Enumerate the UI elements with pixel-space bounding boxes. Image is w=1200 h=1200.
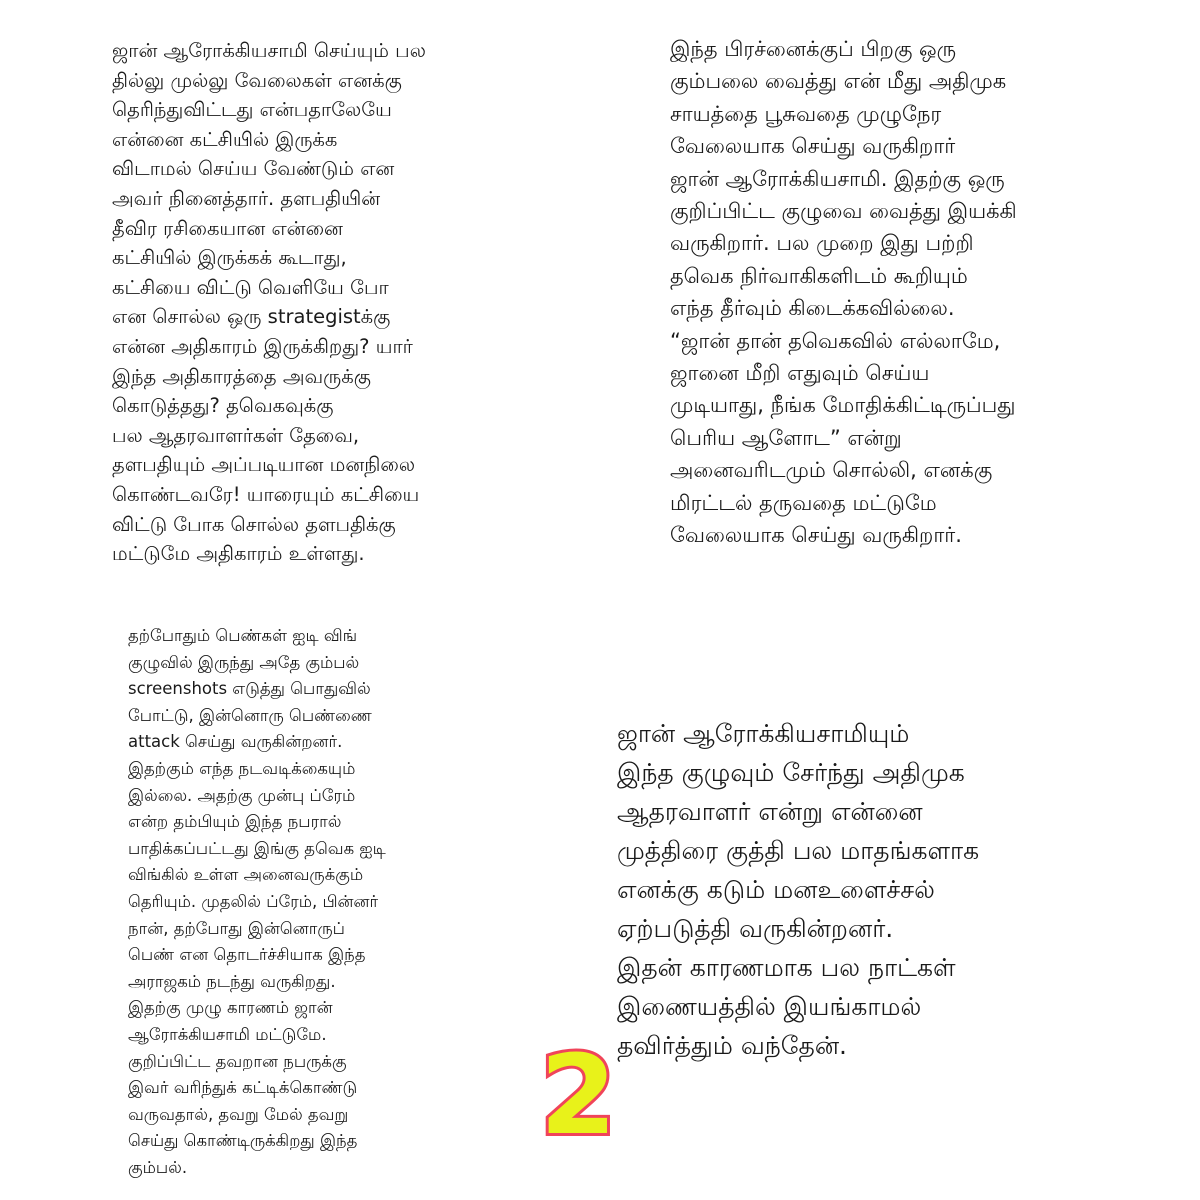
text-block-bottom-left	[128, 623, 528, 1181]
text-line: ஜான் ஆரோக்கியசாமியும்	[617, 719, 910, 748]
text-line: “ஜான் தான் தவெகவில் எல்லாமே,	[670, 328, 1001, 353]
text-block-top-left	[112, 36, 582, 569]
text-line: போட்டு, இன்னொரு பெண்ணை	[128, 705, 372, 725]
text-line: screenshots எடுத்து பொதுவில்	[128, 679, 371, 699]
text-line: விட்டு போக சொல்ல தளபதிக்கு	[112, 512, 396, 536]
text-line: ஜானை மீறி எதுவும் செய்ய	[670, 361, 930, 386]
text-line: மட்டுமே அதிகாரம் உள்ளது.	[112, 542, 365, 566]
text-line: கொண்டவரே! யாரையும் கட்சியை	[112, 482, 420, 506]
text-line: வருவதால், தவறு மேல் தவறு	[128, 1104, 349, 1124]
text-line: பெண் என தொடர்ச்சியாக இந்த	[128, 945, 366, 965]
text-line: குறிப்பிட்ட குழுவை வைத்து இயக்கி	[670, 199, 1017, 224]
text-line: ஆரோக்கியசாமி மட்டுமே.	[128, 1024, 327, 1044]
text-line: விடாமல் செய்ய வேண்டும் என	[112, 157, 395, 181]
text-line: இல்லை. அதற்கு முன்பு ப்ரேம்	[128, 785, 356, 805]
text-line: தீவிர ரசிகையான என்னை	[112, 216, 343, 240]
text-line: attack செய்து வருகின்றனர்.	[128, 732, 343, 752]
text-line: தளபதியும் அப்படியான மனநிலை	[112, 453, 416, 477]
text-line: சாயத்தை பூசுவதை முழுநேர	[670, 101, 942, 126]
text-line: மிரட்டல் தருவதை மட்டுமே	[670, 490, 937, 515]
text-line: ஜான் ஆரோக்கியசாமி. இதற்கு ஒரு	[670, 166, 1005, 191]
text-line: கட்சியில் இருக்கக் கூடாது,	[112, 246, 347, 270]
text-line: குறிப்பிட்ட தவறான நபருக்கு	[128, 1051, 347, 1071]
text-line: வேலையாக செய்து வருகிறார்	[670, 134, 956, 159]
text-line: என்ன அதிகாரம் இருக்கிறது? யார்	[112, 334, 413, 358]
text-line: தவெக நிர்வாகிகளிடம் கூறியும்	[670, 263, 968, 288]
text-line: இதற்கு முழு காரணம் ஜான்	[128, 998, 333, 1018]
text-line: விங்கில் உள்ள அனைவருக்கும்	[128, 865, 364, 885]
text-line: செய்து கொண்டிருக்கிறது இந்த	[128, 1131, 358, 1151]
text-line: இதன் காரணமாக பல நாட்கள்	[617, 953, 956, 982]
text-line: அராஜகம் நடந்து வருகிறது.	[128, 971, 336, 991]
text-line: என சொல்ல ஒரு strategistக்கு	[112, 305, 391, 329]
text-line: கட்சியை விட்டு வெளியே போ	[112, 275, 389, 299]
text-line: இதற்கும் எந்த நடவடிக்கையும்	[128, 758, 356, 778]
text-line: குழுவில் இருந்து அதே கும்பல்	[128, 652, 360, 672]
page-number-badge: 2	[540, 1031, 617, 1159]
text-line: இந்த பிரச்னைக்குப் பிறகு ஒரு	[670, 37, 957, 61]
text-line: தற்போதும் பெண்கள் ஐடி விங்	[128, 626, 358, 645]
text-line: தெரிந்துவிட்டது என்பதாலேயே	[112, 98, 392, 122]
text-block-bottom-right	[617, 714, 1177, 1065]
text-line: பெரிய ஆளோட” என்று	[670, 425, 902, 450]
text-line: வேலையாக செய்து வருகிறார்.	[670, 523, 962, 548]
text-line: பல ஆதரவாளர்கள் தேவை,	[112, 423, 360, 447]
text-line: தவிர்த்தும் வந்தேன்.	[617, 1031, 848, 1060]
text-line: ஏற்படுத்தி வருகின்றனர்.	[617, 914, 894, 943]
text-line: என்ற தம்பியும் இந்த நபரால்	[128, 812, 342, 832]
text-line: முடியாது, நீங்க மோதிக்கிட்டிருப்பது	[670, 393, 1016, 418]
text-line: ஜான் ஆரோக்கியசாமி செய்யும் பல	[112, 39, 426, 62]
text-line: முத்திரை குத்தி பல மாதங்களாக	[617, 836, 980, 865]
text-line: நான், தற்போது இன்னொருப்	[128, 918, 345, 938]
text-line: அனைவரிடமும் சொல்லி, எனக்கு	[670, 458, 993, 483]
text-line: எந்த தீர்வும் கிடைக்கவில்லை.	[670, 296, 955, 321]
text-line: கும்பலை வைத்து என் மீது அதிமுக	[670, 69, 1007, 94]
text-line: ஆதரவாளர் என்று என்னை	[617, 797, 923, 826]
text-line: எனக்கு கடும் மனஉளைச்சல்	[617, 875, 935, 904]
text-line: இணையத்தில் இயங்காமல்	[617, 992, 922, 1021]
text-line: இந்த குழுவும் சேர்ந்து அதிமுக	[617, 758, 965, 787]
text-line: வருகிறார். பல முறை இது பற்றி	[670, 231, 974, 256]
text-line: தெரியும். முதலில் ப்ரேம், பின்னர்	[128, 891, 379, 911]
text-line: கொடுத்தது? தவெகவுக்கு	[112, 394, 334, 418]
text-line: தில்லு முல்லு வேலைகள் எனக்கு	[112, 68, 402, 92]
text-line: இவர் வரிந்துக் கட்டிக்கொண்டு	[128, 1078, 358, 1098]
text-line: இந்த அதிகாரத்தை அவருக்கு	[112, 364, 371, 388]
text-block-top-right	[670, 33, 1140, 552]
text-line: பாதிக்கப்பட்டது இங்கு தவெக ஐடி	[128, 838, 386, 858]
text-line: என்னை கட்சியில் இருக்க	[112, 127, 338, 151]
text-line: அவர் நினைத்தார். தளபதியின்	[112, 186, 381, 210]
text-line: கும்பல்.	[128, 1157, 188, 1177]
